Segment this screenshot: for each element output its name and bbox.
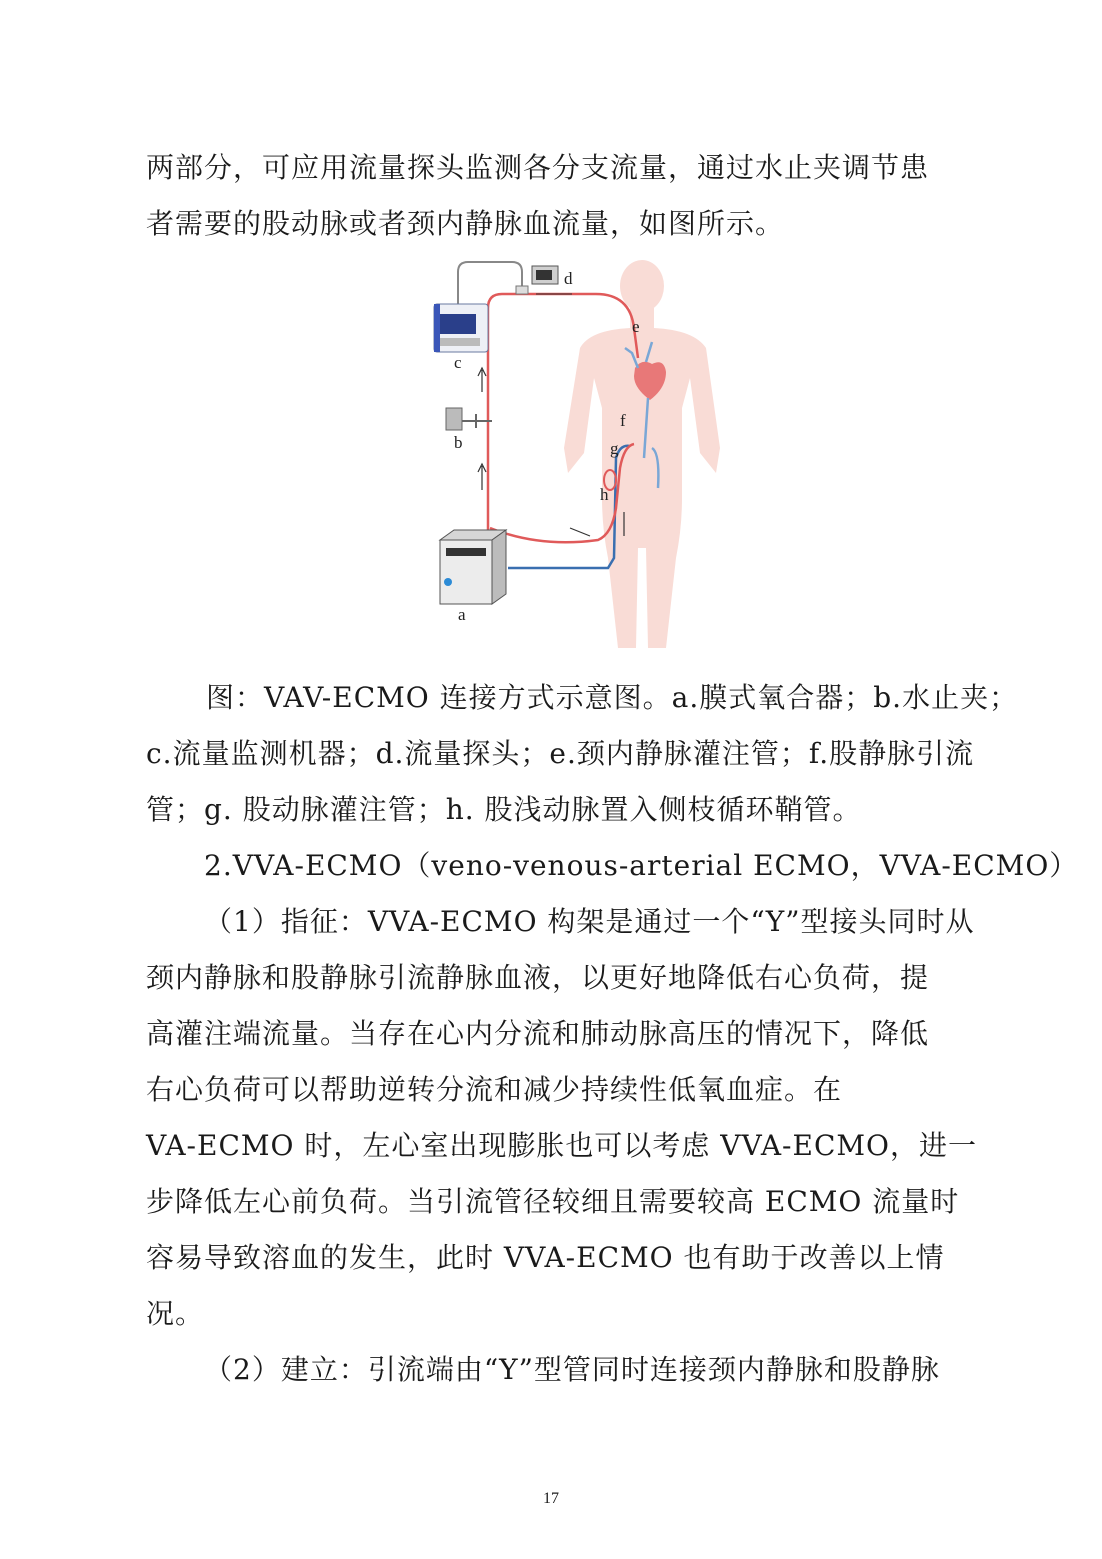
label-d: d bbox=[564, 269, 573, 288]
indication-line-3: 高灌注端流量。当存在心内分流和肺动脉高压的情况下，降低 bbox=[146, 1017, 930, 1050]
indication-line-8: 况。 bbox=[146, 1297, 205, 1330]
caption-line-2: c.流量监测机器；d.流量探头；e.颈内静脉灌注管；f.股静脉引流 bbox=[146, 737, 975, 770]
indication-paragraph bbox=[146, 894, 978, 1342]
caption-line-3: 管；g. 股动脉灌注管；h. 股浅动脉置入侧枝循环鞘管。 bbox=[146, 793, 862, 826]
label-e: e bbox=[632, 317, 640, 336]
label-a: a bbox=[458, 605, 466, 624]
flow-arrow bbox=[570, 528, 590, 536]
establishment-line-1: （2）建立：引流端由“Y”型管同时连接颈内静脉和股静脉 bbox=[204, 1353, 940, 1386]
vav-ecmo-diagram bbox=[420, 258, 730, 654]
flow-arrow bbox=[478, 464, 486, 490]
intro-paragraph bbox=[146, 140, 956, 252]
human-body-silhouette bbox=[564, 260, 720, 648]
label-c: c bbox=[454, 353, 462, 372]
indication-line-2: 颈内静脉和股静脉引流静脉血液，以更好地降低右心负荷，提 bbox=[146, 961, 930, 994]
indication-line-5: VA-ECMO 时，左心室出现膨胀也可以考虑 VVA-ECMO，进一 bbox=[146, 1129, 978, 1162]
label-g: g bbox=[610, 439, 619, 458]
label-b: b bbox=[454, 433, 463, 452]
indication-line-1: （1）指征：VVA-ECMO 构架是通过一个“Y”型接头同时从 bbox=[204, 905, 975, 938]
figure-caption bbox=[146, 670, 1019, 838]
indication-line-6: 步降低左心前负荷。当引流管径较细且需要较高 ECMO 流量时 bbox=[146, 1185, 960, 1218]
oxygenator-icon bbox=[440, 530, 506, 604]
establishment-paragraph bbox=[146, 1342, 956, 1398]
label-f: f bbox=[620, 411, 626, 430]
label-h: h bbox=[600, 485, 609, 504]
indication-line-4: 右心负荷可以帮助逆转分流和减少持续性低氧血症。在 bbox=[146, 1073, 843, 1106]
intro-line-1: 两部分，可应用流量探头监测各分支流量，通过水止夹调节患 bbox=[146, 151, 930, 184]
intro-line-2: 者需要的股动脉或者颈内静脉血流量，如图所示。 bbox=[146, 207, 785, 240]
caption-line-1: 图：VAV-ECMO 连接方式示意图。a.膜式氧合器；b.水止夹； bbox=[206, 681, 1019, 714]
water-clamp-icon bbox=[446, 408, 492, 430]
flow-monitor-icon bbox=[434, 304, 488, 352]
indication-line-7: 容易导致溶血的发生，此时 VVA-ECMO 也有助于改善以上情 bbox=[146, 1241, 945, 1274]
flow-arrow bbox=[478, 368, 486, 392]
section-heading-text: 2.VVA-ECMO（veno-venous-arterial ECMO，VVA-ECMO） bbox=[204, 849, 1079, 882]
section-heading bbox=[146, 838, 1079, 894]
page-number: 17 bbox=[543, 1490, 559, 1507]
